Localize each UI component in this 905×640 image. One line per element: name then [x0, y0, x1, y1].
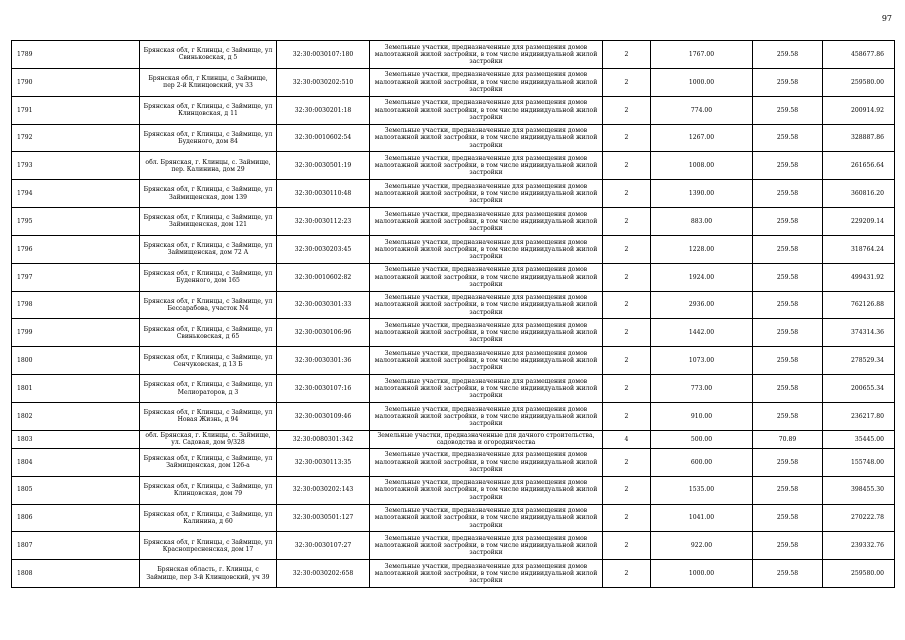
cadastral-value-cell: 236217.80 [823, 402, 895, 430]
permitted-use-cell: Земельные участки, предназначенные для размещения домов малоэтажной жилой застройки, в том числе индивидуальной жилой застройки [370, 402, 603, 430]
address-cell: Брянская обл, г Клинцы, с Займище, ул Калинина, д 60 [140, 504, 277, 532]
cadastral-number-cell: 32:30:0030112:23 [277, 208, 370, 236]
area-cell: 1041.00 [651, 504, 753, 532]
permitted-use-cell: Земельные участки, предназначенные для размещения домов малоэтажной жилой застройки, в том числе индивидуальной жилой застройки [370, 68, 603, 96]
permitted-use-cell: Земельные участки, предназначенные для размещения домов малоэтажной жилой застройки, в том числе индивидуальной жилой застройки [370, 560, 603, 588]
category-cell: 2 [603, 402, 651, 430]
row-number-cell: 1804 [12, 448, 140, 476]
address-cell: Брянская обл, г Клинцы, с Займище, ул Займищенская, дом 126-а [140, 448, 277, 476]
row-number-cell: 1791 [12, 96, 140, 124]
table-row [12, 263, 895, 291]
category-cell: 2 [603, 476, 651, 504]
cadastral-value-cell: 328887.86 [823, 124, 895, 152]
specific-value-cell: 259.58 [753, 347, 823, 375]
cadastral-number-cell: 32:30:0030109:46 [277, 402, 370, 430]
cadastral-value-cell: 200914.92 [823, 96, 895, 124]
row-number-cell: 1790 [12, 68, 140, 96]
specific-value-cell: 259.58 [753, 319, 823, 347]
specific-value-cell: 259.58 [753, 152, 823, 180]
address-cell: Брянская обл, г Клинцы, с Займище, ул Свиньковская, д 5 [140, 41, 277, 69]
area-cell: 910.00 [651, 402, 753, 430]
area-cell: 1000.00 [651, 560, 753, 588]
area-cell: 1073.00 [651, 347, 753, 375]
table-row [12, 41, 895, 69]
specific-value-cell: 70.89 [753, 430, 823, 448]
cadastral-number-cell: 32:30:0030107:180 [277, 41, 370, 69]
permitted-use-cell: Земельные участки, предназначенные для дачного строительства, садоводства и огородничества [370, 430, 603, 448]
specific-value-cell: 259.58 [753, 124, 823, 152]
address-cell: Брянская обл, г Клинцы, с Займище, ул Буденного, дом 84 [140, 124, 277, 152]
cadastral-value-cell: 458677.86 [823, 41, 895, 69]
table-row [12, 235, 895, 263]
address-cell: Брянская обл, г Клинцы, с Займище, пер 2-й Клинцовский, уч 33 [140, 68, 277, 96]
permitted-use-cell: Земельные участки, предназначенные для размещения домов малоэтажной жилой застройки, в том числе индивидуальной жилой застройки [370, 208, 603, 236]
specific-value-cell: 259.58 [753, 68, 823, 96]
address-cell: Брянская обл, г Клинцы, с Займище, ул Свиньковская, д 65 [140, 319, 277, 347]
specific-value-cell: 259.58 [753, 291, 823, 319]
specific-value-cell: 259.58 [753, 476, 823, 504]
specific-value-cell: 259.58 [753, 402, 823, 430]
cadastral-value-cell: 35445.00 [823, 430, 895, 448]
category-cell: 2 [603, 560, 651, 588]
cadastral-number-cell: 32:30:0030203:45 [277, 235, 370, 263]
cadastral-value-cell: 239332.76 [823, 532, 895, 560]
table-row [12, 152, 895, 180]
category-cell: 2 [603, 448, 651, 476]
table-row [12, 504, 895, 532]
specific-value-cell: 259.58 [753, 560, 823, 588]
category-cell: 2 [603, 235, 651, 263]
area-cell: 1390.00 [651, 180, 753, 208]
category-cell: 2 [603, 208, 651, 236]
area-cell: 774.00 [651, 96, 753, 124]
specific-value-cell: 259.58 [753, 448, 823, 476]
cadastral-number-cell: 32:30:0080301:342 [277, 430, 370, 448]
specific-value-cell: 259.58 [753, 41, 823, 69]
row-number-cell: 1789 [12, 41, 140, 69]
specific-value-cell: 259.58 [753, 235, 823, 263]
category-cell: 2 [603, 41, 651, 69]
permitted-use-cell: Земельные участки, предназначенные для размещения домов малоэтажной жилой застройки, в том числе индивидуальной жилой застройки [370, 375, 603, 403]
page-number: 97 [881, 14, 892, 23]
permitted-use-cell: Земельные участки, предназначенные для размещения домов малоэтажной жилой застройки, в том числе индивидуальной жилой застройки [370, 319, 603, 347]
row-number-cell: 1794 [12, 180, 140, 208]
area-cell: 500.00 [651, 430, 753, 448]
table-row [12, 430, 895, 448]
row-number-cell: 1803 [12, 430, 140, 448]
permitted-use-cell: Земельные участки, предназначенные для размещения домов малоэтажной жилой застройки, в том числе индивидуальной жилой застройки [370, 96, 603, 124]
permitted-use-cell: Земельные участки, предназначенные для размещения домов малоэтажной жилой застройки, в том числе индивидуальной жилой застройки [370, 180, 603, 208]
cadastral-number-cell: 32:30:0030202:143 [277, 476, 370, 504]
cadastral-number-cell: 32:30:0030501:19 [277, 152, 370, 180]
category-cell: 2 [603, 263, 651, 291]
permitted-use-cell: Земельные участки, предназначенные для размещения домов малоэтажной жилой застройки, в том числе индивидуальной жилой застройки [370, 532, 603, 560]
table-row [12, 375, 895, 403]
permitted-use-cell: Земельные участки, предназначенные для размещения домов малоэтажной жилой застройки, в том числе индивидуальной жилой застройки [370, 41, 603, 69]
cadastral-number-cell: 32:30:0030301:36 [277, 347, 370, 375]
address-cell: обл. Брянская, г. Клинцы, с. Займище, пер. Калинина, дом 29 [140, 152, 277, 180]
specific-value-cell: 259.58 [753, 208, 823, 236]
cadastral-value-cell: 398455.30 [823, 476, 895, 504]
category-cell: 2 [603, 180, 651, 208]
row-number-cell: 1806 [12, 504, 140, 532]
table-row [12, 96, 895, 124]
cadastral-value-cell: 360816.20 [823, 180, 895, 208]
category-cell: 2 [603, 532, 651, 560]
permitted-use-cell: Земельные участки, предназначенные для размещения домов малоэтажной жилой застройки, в том числе индивидуальной жилой застройки [370, 124, 603, 152]
permitted-use-cell: Земельные участки, предназначенные для размещения домов малоэтажной жилой застройки, в том числе индивидуальной жилой застройки [370, 235, 603, 263]
table-row [12, 448, 895, 476]
table-row [12, 291, 895, 319]
row-number-cell: 1799 [12, 319, 140, 347]
address-cell: Брянская обл, г Клинцы, с Займище, ул Займищенская, дом 72 А [140, 235, 277, 263]
area-cell: 2936.00 [651, 291, 753, 319]
permitted-use-cell: Земельные участки, предназначенные для размещения домов малоэтажной жилой застройки, в том числе индивидуальной жилой застройки [370, 291, 603, 319]
table-row [12, 402, 895, 430]
row-number-cell: 1797 [12, 263, 140, 291]
table-body [12, 41, 895, 588]
permitted-use-cell: Земельные участки, предназначенные для размещения домов малоэтажной жилой застройки, в том числе индивидуальной жилой застройки [370, 476, 603, 504]
category-cell: 2 [603, 504, 651, 532]
land-plot-table [11, 40, 895, 588]
row-number-cell: 1798 [12, 291, 140, 319]
permitted-use-cell: Земельные участки, предназначенные для размещения домов малоэтажной жилой застройки, в том числе индивидуальной жилой застройки [370, 504, 603, 532]
cadastral-number-cell: 32:30:0030110:48 [277, 180, 370, 208]
permitted-use-cell: Земельные участки, предназначенные для размещения домов малоэтажной жилой застройки, в том числе индивидуальной жилой застройки [370, 347, 603, 375]
cadastral-number-cell: 32:30:0030201:18 [277, 96, 370, 124]
area-cell: 600.00 [651, 448, 753, 476]
specific-value-cell: 259.58 [753, 96, 823, 124]
cadastral-number-cell: 32:30:0010602:82 [277, 263, 370, 291]
area-cell: 1767.00 [651, 41, 753, 69]
area-cell: 1442.00 [651, 319, 753, 347]
address-cell: Брянская обл, г Клинцы, с Займище, ул Новая Жизнь, д 94 [140, 402, 277, 430]
area-cell: 1008.00 [651, 152, 753, 180]
permitted-use-cell: Земельные участки, предназначенные для размещения домов малоэтажной жилой застройки, в том числе индивидуальной жилой застройки [370, 263, 603, 291]
cadastral-number-cell: 32:30:0030107:16 [277, 375, 370, 403]
category-cell: 4 [603, 430, 651, 448]
address-cell: Брянская обл, г Клинцы, с Займище, ул Мелиораторов, д 3 [140, 375, 277, 403]
area-cell: 1267.00 [651, 124, 753, 152]
permitted-use-cell: Земельные участки, предназначенные для размещения домов малоэтажной жилой застройки, в том числе индивидуальной жилой застройки [370, 448, 603, 476]
area-cell: 1924.00 [651, 263, 753, 291]
category-cell: 2 [603, 124, 651, 152]
table-row [12, 532, 895, 560]
address-cell: Брянская обл, г Клинцы, с Займище, ул Краснопресненская, дом 17 [140, 532, 277, 560]
cadastral-value-cell: 259580.00 [823, 560, 895, 588]
area-cell: 1535.00 [651, 476, 753, 504]
area-cell: 1228.00 [651, 235, 753, 263]
address-cell: Брянская обл, г Клинцы, с Займище, ул Буденного, дом 165 [140, 263, 277, 291]
address-cell: Брянская обл, г Клинцы, с Займище, ул Сенчуковская, д 13 Б [140, 347, 277, 375]
row-number-cell: 1801 [12, 375, 140, 403]
area-cell: 922.00 [651, 532, 753, 560]
category-cell: 2 [603, 291, 651, 319]
specific-value-cell: 259.58 [753, 375, 823, 403]
address-cell: Брянская обл, г Клинцы, с Займище, ул Клинцовская, д 11 [140, 96, 277, 124]
row-number-cell: 1802 [12, 402, 140, 430]
category-cell: 2 [603, 347, 651, 375]
table-row [12, 476, 895, 504]
cadastral-value-cell: 259580.00 [823, 68, 895, 96]
table-row [12, 560, 895, 588]
row-number-cell: 1808 [12, 560, 140, 588]
address-cell: Брянская область, г. Клинцы, с Займище, пер 3-й Клинцовский, уч 39 [140, 560, 277, 588]
row-number-cell: 1796 [12, 235, 140, 263]
row-number-cell: 1800 [12, 347, 140, 375]
category-cell: 2 [603, 68, 651, 96]
cadastral-number-cell: 32:30:0030202:658 [277, 560, 370, 588]
specific-value-cell: 259.58 [753, 263, 823, 291]
area-cell: 773.00 [651, 375, 753, 403]
cadastral-value-cell: 499431.92 [823, 263, 895, 291]
cadastral-value-cell: 270222.78 [823, 504, 895, 532]
cadastral-number-cell: 32:30:0030301:33 [277, 291, 370, 319]
row-number-cell: 1793 [12, 152, 140, 180]
specific-value-cell: 259.58 [753, 180, 823, 208]
cadastral-number-cell: 32:30:0030501:127 [277, 504, 370, 532]
cadastral-number-cell: 32:30:0030202:510 [277, 68, 370, 96]
cadastral-number-cell: 32:30:0030113:35 [277, 448, 370, 476]
cadastral-value-cell: 155748.00 [823, 448, 895, 476]
cadastral-value-cell: 229209.14 [823, 208, 895, 236]
cadastral-value-cell: 762126.88 [823, 291, 895, 319]
row-number-cell: 1805 [12, 476, 140, 504]
cadastral-number-cell: 32:30:0030107:27 [277, 532, 370, 560]
category-cell: 2 [603, 319, 651, 347]
cadastral-value-cell: 261656.64 [823, 152, 895, 180]
area-cell: 883.00 [651, 208, 753, 236]
address-cell: Брянская обл, г Клинцы, с Займище, ул Бессарабова, участок N4 [140, 291, 277, 319]
address-cell: обл. Брянская, г. Клинцы, с. Займище, ул. Садовая, дом 9/328 [140, 430, 277, 448]
table-row [12, 180, 895, 208]
cadastral-number-cell: 32:30:0030106:96 [277, 319, 370, 347]
specific-value-cell: 259.58 [753, 504, 823, 532]
row-number-cell: 1792 [12, 124, 140, 152]
cadastral-value-cell: 278529.34 [823, 347, 895, 375]
cadastral-value-cell: 200655.34 [823, 375, 895, 403]
category-cell: 2 [603, 96, 651, 124]
address-cell: Брянская обл, г Клинцы, с Займище, ул Займищенская, дом 139 [140, 180, 277, 208]
specific-value-cell: 259.58 [753, 532, 823, 560]
cadastral-number-cell: 32:30:0010602:54 [277, 124, 370, 152]
permitted-use-cell: Земельные участки, предназначенные для размещения домов малоэтажной жилой застройки, в том числе индивидуальной жилой застройки [370, 152, 603, 180]
category-cell: 2 [603, 152, 651, 180]
cadastral-value-cell: 374314.36 [823, 319, 895, 347]
category-cell: 2 [603, 375, 651, 403]
table-row [12, 347, 895, 375]
address-cell: Брянская обл, г Клинцы, с Займище, ул Клинцовская, дом 79 [140, 476, 277, 504]
area-cell: 1000.00 [651, 68, 753, 96]
table-row [12, 124, 895, 152]
row-number-cell: 1807 [12, 532, 140, 560]
address-cell: Брянская обл, г Клинцы, с Займище, ул Займищенская, дом 121 [140, 208, 277, 236]
table-row [12, 68, 895, 96]
table-row [12, 208, 895, 236]
cadastral-value-cell: 318764.24 [823, 235, 895, 263]
row-number-cell: 1795 [12, 208, 140, 236]
table-row [12, 319, 895, 347]
